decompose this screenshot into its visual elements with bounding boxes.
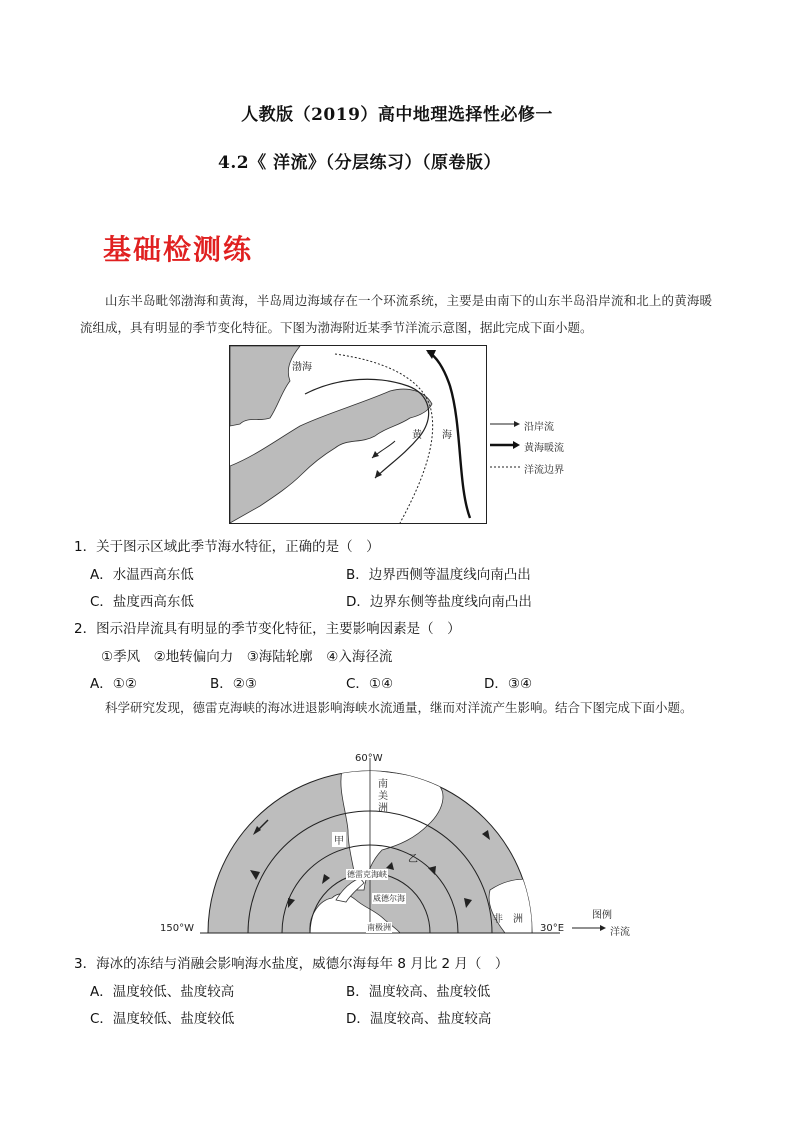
label-south-america-3: 洲 bbox=[378, 803, 388, 814]
legend-current-label: 洋流 bbox=[610, 927, 630, 938]
label-jia: 甲 bbox=[332, 832, 346, 847]
coastal-current-arrowhead bbox=[375, 470, 382, 478]
label-drake-passage: 德雷克海峡 bbox=[347, 870, 387, 879]
label-bohai: 渤海 bbox=[292, 362, 312, 373]
bohai-current-map bbox=[229, 345, 487, 524]
legend-coastal-current: 沿岸流 bbox=[524, 422, 554, 433]
label-huanghai-2: 海 bbox=[442, 430, 452, 441]
section-title: 基础检测练 bbox=[103, 233, 254, 266]
q2-option-b: B．②③ bbox=[210, 676, 257, 692]
drake-map-graphic bbox=[160, 750, 660, 940]
label-south-america-2: 美 bbox=[378, 791, 388, 802]
legend-title: 图例 bbox=[592, 910, 612, 921]
question-1-stem: 1．关于图示区域此季节海水特征，正确的是（ ） bbox=[74, 539, 380, 555]
map1-legend bbox=[490, 418, 580, 508]
bohai-map-graphic bbox=[230, 346, 486, 523]
label-150w: 150°W bbox=[160, 923, 194, 934]
q2-option-c: C．①④ bbox=[346, 676, 394, 692]
question-2-stem: 2．图示沿岸流具有明显的季节变化特征，主要影响因素是（ ） bbox=[74, 621, 461, 637]
q1-option-d: D．边界东侧等盐度线向南凸出 bbox=[346, 594, 532, 610]
q1-option-a: A．水温西高东低 bbox=[90, 567, 194, 583]
drake-passage-map bbox=[160, 750, 660, 940]
q2-option-a: A．①② bbox=[90, 676, 137, 692]
q3-option-c: C．温度较低、盐度较低 bbox=[90, 1011, 235, 1027]
legend-warm-current: 黄海暖流 bbox=[524, 443, 564, 454]
land-liaodong bbox=[230, 346, 300, 426]
question-3-stem: 3．海冰的冻结与消融会影响海水盐度，威德尔海每年 8 月比 2 月（ ） bbox=[74, 956, 509, 972]
q3-option-a: A．温度较低、盐度较高 bbox=[90, 984, 235, 1000]
label-yi: 乙 bbox=[408, 854, 418, 865]
q1-option-c: C．盐度西高东低 bbox=[90, 594, 194, 610]
passage-2: 科学研究发现，德雷克海峡的海冰进退影响海峡水流通量，继而对洋流产生影响。结合下图完成下面小题。 bbox=[105, 700, 693, 715]
q3-option-d: D．温度较高、盐度较高 bbox=[346, 1011, 492, 1027]
q2-factors: ①季风 ②地转偏向力 ③海陆轮廓 ④入海径流 bbox=[101, 649, 393, 665]
document-title: 人教版（2019）高中地理选择性必修一 bbox=[241, 105, 553, 125]
label-huanghai-1: 黄 bbox=[412, 430, 422, 441]
q2-option-d: D．③④ bbox=[484, 676, 533, 692]
passage-1: 山东半岛毗邻渤海和黄海，半岛周边海域存在一个环流系统，主要是由南下的山东半岛沿岸流和北上的黄海暖流组成，具有明显的季节变化特征。下图为渤海附近某季节洋流示意图，据此完成下面小题。 bbox=[80, 293, 712, 335]
label-60w: 60°W bbox=[355, 753, 383, 764]
label-south-america-1: 南 bbox=[378, 779, 388, 790]
label-africa: 非 洲 bbox=[493, 914, 523, 925]
q1-option-b: B．边界西侧等温度线向南凸出 bbox=[346, 567, 531, 583]
document-subtitle: 4.2《 洋流》（分层练习）（原卷版） bbox=[218, 153, 501, 173]
label-30e: 30°E bbox=[540, 923, 565, 934]
legend-boundary: 洋流边界 bbox=[524, 465, 564, 476]
label-weddell-sea: 威德尔海 bbox=[373, 894, 405, 903]
label-antarctica: 南极洲 bbox=[367, 923, 391, 932]
q3-option-b: B．温度较高、盐度较低 bbox=[346, 984, 491, 1000]
